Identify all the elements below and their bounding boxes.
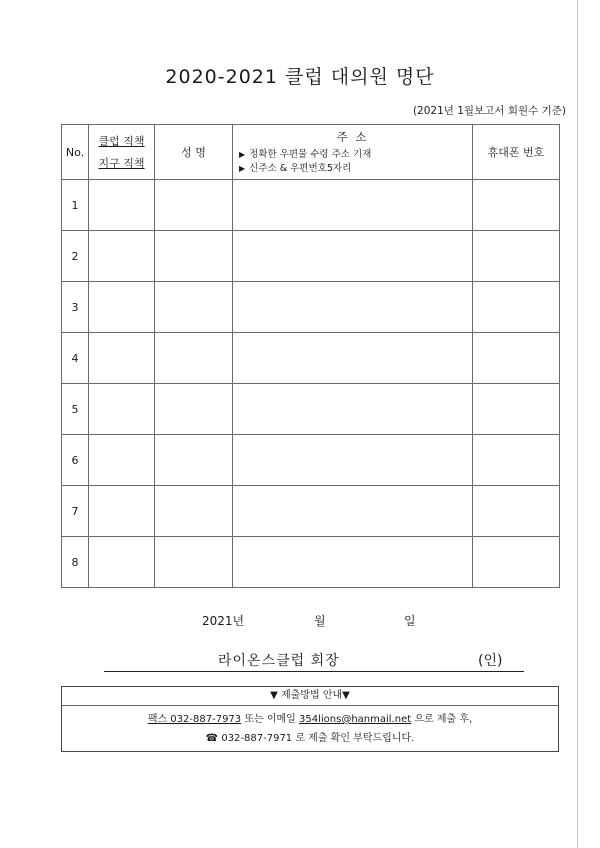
table-row	[62, 384, 560, 435]
address-cell[interactable]	[233, 537, 473, 588]
phone-cell[interactable]	[473, 384, 560, 435]
page-title: 2020-2021 클럽 대의원 명단	[165, 66, 435, 88]
address-cell[interactable]	[233, 333, 473, 384]
col-address-title: 주 소	[336, 129, 369, 144]
table-row	[62, 282, 560, 333]
col-club-role: 클럽 직책	[98, 135, 145, 148]
guide-line-1	[62, 710, 558, 729]
col-phone: 휴대폰 번호	[473, 125, 560, 180]
phone-cell[interactable]	[473, 435, 560, 486]
address-cell[interactable]	[233, 282, 473, 333]
guide-line-2	[62, 729, 558, 748]
col-role	[89, 125, 155, 180]
row-number: 8	[62, 537, 89, 588]
col-district-role: 지구 직책	[98, 157, 145, 170]
date-month: 월	[314, 614, 326, 628]
col-name: 성 명	[155, 125, 233, 180]
role-cell[interactable]	[89, 282, 155, 333]
phone-cell[interactable]	[473, 486, 560, 537]
name-cell[interactable]	[155, 384, 233, 435]
address-cell[interactable]	[233, 486, 473, 537]
address-note-1: 정확한 우편물 수령 주소 기재	[249, 148, 372, 160]
table-row	[62, 486, 560, 537]
phone-cell[interactable]	[473, 231, 560, 282]
date-day: 일	[404, 614, 416, 628]
seal-mark: (인)	[478, 653, 503, 669]
table-row	[62, 333, 560, 384]
phone-cell[interactable]	[473, 537, 560, 588]
phone-cell[interactable]	[473, 282, 560, 333]
row-number: 1	[62, 180, 89, 231]
row-number: 4	[62, 333, 89, 384]
address-cell[interactable]	[233, 384, 473, 435]
table-row	[62, 537, 560, 588]
role-cell[interactable]	[89, 231, 155, 282]
after-label: 으로 제출 후,	[414, 714, 473, 725]
confirm-text: 032-887-7971 로 제출 확인 부탁드립니다.	[221, 733, 415, 744]
col-address	[233, 125, 473, 180]
table-row	[62, 231, 560, 282]
fax-number: 팩스 032-887-7973	[147, 714, 242, 725]
address-note-2: 신주소 & 우편번호5자리	[249, 162, 352, 174]
role-cell[interactable]	[89, 435, 155, 486]
row-number: 7	[62, 486, 89, 537]
name-cell[interactable]	[155, 537, 233, 588]
row-number: 2	[62, 231, 89, 282]
table-header-row	[62, 125, 560, 180]
phone-cell[interactable]	[473, 180, 560, 231]
guide-header: ▼ 제출방법 안내▼	[62, 687, 558, 706]
triangle-icon: ▶	[239, 163, 246, 173]
date-year: 2021년	[202, 614, 245, 628]
name-cell[interactable]	[155, 231, 233, 282]
name-cell[interactable]	[155, 282, 233, 333]
role-cell[interactable]	[89, 486, 155, 537]
row-number: 3	[62, 282, 89, 333]
role-cell[interactable]	[89, 180, 155, 231]
col-no: No.	[62, 125, 89, 180]
phone-cell[interactable]	[473, 333, 560, 384]
row-number: 5	[62, 384, 89, 435]
name-cell[interactable]	[155, 435, 233, 486]
address-cell[interactable]	[233, 180, 473, 231]
or-email-label: 또는 이메일	[244, 714, 296, 725]
table-row	[62, 180, 560, 231]
role-cell[interactable]	[89, 537, 155, 588]
delegate-table	[61, 124, 560, 588]
address-cell[interactable]	[233, 435, 473, 486]
name-cell[interactable]	[155, 486, 233, 537]
address-cell[interactable]	[233, 231, 473, 282]
name-cell[interactable]	[155, 333, 233, 384]
club-president-label: 라이온스클럽 회장	[218, 653, 340, 669]
submission-guide	[61, 686, 559, 752]
role-cell[interactable]	[89, 333, 155, 384]
role-cell[interactable]	[89, 384, 155, 435]
table-row	[62, 435, 560, 486]
subnote: (2021년 1월보고서 회원수 기준)	[412, 105, 566, 117]
phone-icon: ☎	[205, 733, 219, 744]
email-address: 354lions@hanmail.net	[299, 714, 412, 725]
triangle-icon: ▶	[239, 149, 246, 159]
name-cell[interactable]	[155, 180, 233, 231]
row-number: 6	[62, 435, 89, 486]
